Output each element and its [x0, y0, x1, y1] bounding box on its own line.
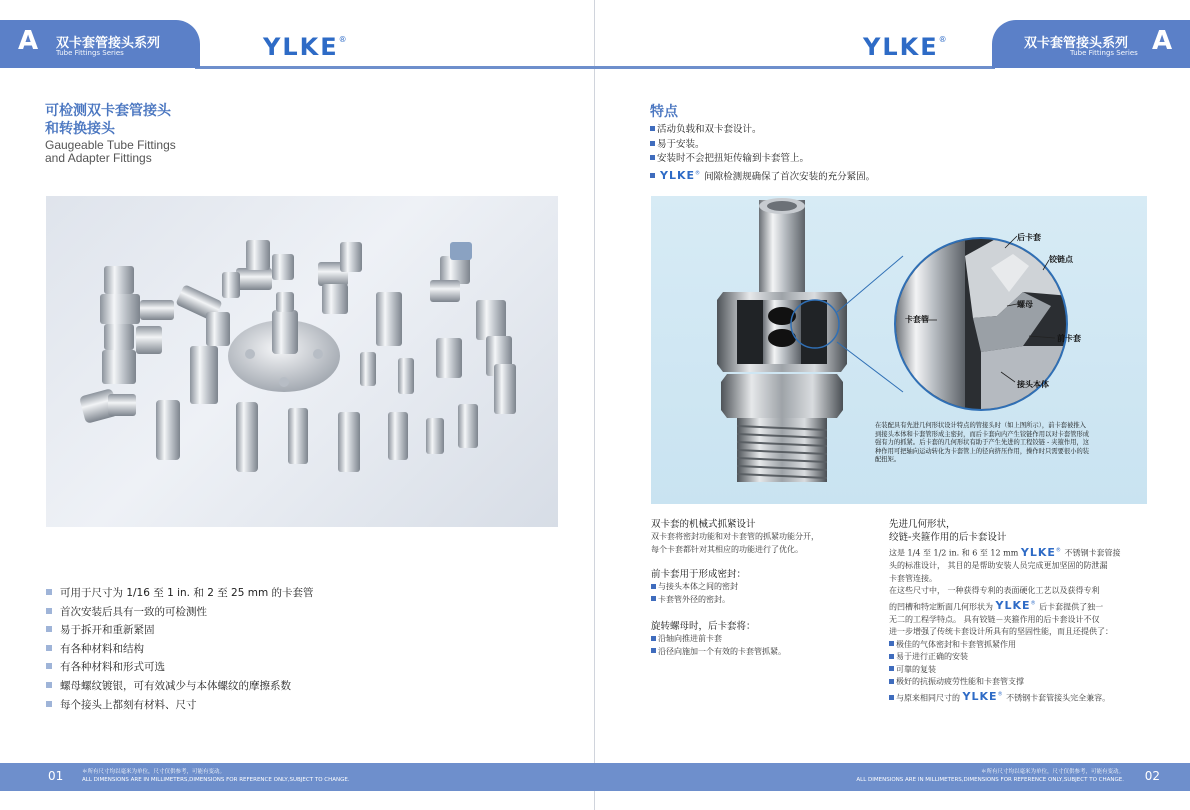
- list-item: 沿径向施加一个有效的卡套管抓紧。: [651, 646, 881, 659]
- product-photo: [46, 196, 558, 527]
- series-subtitle: Tube Fittings Series: [56, 49, 124, 57]
- list-item: 有各种材料和结构: [46, 640, 314, 659]
- bullet-icon: [889, 666, 894, 671]
- list-item: 极佳的气体密封和卡套管抓紧作用: [889, 639, 1159, 652]
- feature-list: [46, 584, 314, 714]
- brand-logo: YLKE®: [263, 33, 349, 61]
- section-heading: 绞链-夹箍作用的后卡套设计: [889, 532, 1007, 543]
- footnote: ＊所有尺寸均以毫米为单位，尺寸仅供参考，可能有变动。 ALL DIMENSIONS ARE IN MILLIMETERS,DIMENSIONS FOR REFERENCE ONLY,SUBJECT TO CHANGE.: [856, 769, 1124, 783]
- list-item: 可靠的复装: [889, 664, 1159, 677]
- label-front-ferrule: 前卡套: [1057, 334, 1081, 343]
- section-text: 在这些尺寸中， 一种获得专利的表面硬化工艺以及获得专利: [889, 586, 1100, 596]
- list-item: 首次安装后具有一致的可检测性: [46, 603, 314, 622]
- bullet-icon: [46, 682, 52, 688]
- label-rear-ferrule: 后卡套: [1017, 233, 1041, 242]
- fitting-cross-section-diagram: [651, 196, 1147, 504]
- section-text: 头的标准设计， 其目的是帮助安装人员完成更加坚固的防泄漏: [889, 561, 1108, 571]
- footer-left: [0, 763, 595, 791]
- section-text: 这是 1/4 至 1/2 in. 和 6 至 12 mm YLKE® 不锈钢卡套管接: [889, 545, 1121, 559]
- bullet-icon: [889, 641, 894, 646]
- bullet-icon: [650, 155, 655, 160]
- bullet-icon: [889, 679, 894, 684]
- section-heading: 双卡套的机械式抓紧设计: [651, 519, 756, 530]
- section-text: 进一步增强了传统卡套设计所具有的坚固性能，而且还提供了：: [889, 627, 1113, 637]
- section-heading: 旋转螺母时，后卡套将：: [651, 621, 756, 632]
- label-tube: 卡套管: [905, 315, 929, 324]
- bullet-icon: [650, 141, 655, 146]
- series-title: 双卡套管接头系列: [1024, 36, 1129, 51]
- fitting-union-cross: [100, 266, 174, 384]
- bullet-icon: [46, 626, 52, 632]
- list-item: 安装时不会把扭矩传输到卡套管上。: [650, 152, 875, 167]
- list-item: 易于安装。: [650, 138, 875, 153]
- brand-logo: YLKE®: [863, 33, 949, 61]
- footer-right: [595, 763, 1190, 791]
- features-title: 特点: [650, 104, 678, 120]
- bullet-icon: [46, 589, 52, 595]
- list-item: 有各种材料和形式可选: [46, 658, 314, 677]
- series-tab: [0, 20, 200, 68]
- fitting-tee-1: [222, 240, 294, 298]
- list-item: 与接头本体之间的密封: [651, 581, 881, 594]
- bullet-icon: [889, 654, 894, 659]
- bullet-icon: [650, 126, 655, 131]
- section-letter: A: [1152, 26, 1173, 56]
- fitting-elbow-2: [318, 242, 362, 314]
- advanced-geometry-section: [889, 518, 1159, 705]
- page-number: 02: [1144, 769, 1160, 783]
- section-heading: 先进几何形状，: [889, 519, 956, 530]
- series-title: 双卡套管接头系列: [56, 36, 161, 51]
- brand-inline: YLKE®: [660, 169, 702, 183]
- bullet-icon: [650, 173, 655, 178]
- bullet-icon: [651, 636, 656, 641]
- series-tab: [992, 20, 1190, 68]
- list-item: 每个接头上都刻有材料、尺寸: [46, 696, 314, 715]
- list-item: 螺母螺纹镀银，可有效减少与本体螺纹的摩擦系数: [46, 677, 314, 696]
- list-item: 沿轴向推进前卡套: [651, 633, 881, 646]
- section-text: 双卡套将密封功能和对卡套管的抓紧功能分开，: [651, 532, 819, 541]
- list-item: 极好的抗振动疲劳性能和卡套管支撑: [889, 676, 1159, 689]
- series-subtitle: Tube Fittings Series: [1070, 49, 1138, 57]
- bullet-icon: [651, 648, 656, 653]
- page-title-en: Gaugeable Tube Fittings and Adapter Fittings: [45, 138, 176, 165]
- bullet-icon: [46, 645, 52, 651]
- header-rule: [195, 66, 595, 69]
- features-points: [650, 123, 875, 185]
- list-item: 易于拆开和重新紧固: [46, 621, 314, 640]
- section-letter: A: [18, 26, 39, 56]
- bullet-icon: [46, 608, 52, 614]
- mechanical-grip-section: [651, 518, 881, 658]
- list-item: 卡套管外径的密封。: [651, 594, 881, 607]
- list-item: 活动负载和双卡套设计。: [650, 123, 875, 138]
- section-text: 每个卡套都针对其相应的功能进行了优化。: [651, 544, 803, 554]
- fitting-male-elbow-1: [175, 284, 230, 346]
- list-item: 与原来相同尺寸的 YLKE® 不锈钢卡套管接头完全兼容。: [889, 689, 1159, 705]
- bullet-icon: [46, 701, 52, 707]
- section-heading: 前卡套用于形成密封：: [651, 569, 747, 580]
- brand-inline: YLKE®: [1020, 545, 1062, 559]
- brand-inline: YLKE®: [962, 690, 1004, 704]
- page-number: 01: [48, 769, 64, 783]
- label-nut: 螺母: [1017, 300, 1033, 309]
- fitting-elbow-3: [430, 242, 472, 302]
- section-text: 无二的工程学特点。 具有铰链－夹箍作用的后卡套设计不仅: [889, 614, 1100, 624]
- list-item: YLKE® 间隙检测规确保了首次安装的充分紧固。: [650, 167, 875, 185]
- label-hinge-point: 铰链点: [1049, 255, 1073, 264]
- bullet-icon: [46, 663, 52, 669]
- header-rule: [595, 66, 995, 69]
- section-text: 卡套管连接。: [889, 573, 937, 583]
- fitting-bottom-row: [79, 388, 478, 472]
- footnote: ＊所有尺寸均以毫米为单位，尺寸仅供参考，可能有变动。 ALL DIMENSIONS ARE IN MILLIMETERS,DIMENSIONS FOR REFERENCE ONLY,SUBJECT TO CHANGE.: [82, 769, 350, 783]
- brand-inline: YLKE®: [995, 599, 1037, 613]
- list-item: 可用于尺寸为 1/16 至 1 in. 和 2 至 25 mm 的卡套管: [46, 584, 314, 603]
- section-text: 的凹槽和特定断面几何形状为 YLKE® 后卡套提供了独一: [889, 599, 1104, 613]
- label-body: 接头本体: [1017, 380, 1049, 389]
- bullet-icon: [651, 596, 656, 601]
- diagram-caption: 在装配具有先进几何形状设计特点的管接头时（如上图所示），前卡套被推入到接头本体和卡套管形成主密封，而后卡套向内产生铰链作用以对卡套管形成强有力的抓紧。后卡套的几何形状有助于产生先进的工程铰链 - 夹箍作用，这种作用可把轴向运动转化为卡套管上的径向挤压作用，操作时只需要很小的装配扭矩。: [875, 422, 1090, 464]
- bullet-icon: [889, 695, 894, 700]
- bullet-icon: [651, 584, 656, 589]
- list-item: 易于进行正确的安装: [889, 651, 1159, 664]
- page-title-cn: 可检测双卡套管接头 和转换接头: [45, 103, 171, 137]
